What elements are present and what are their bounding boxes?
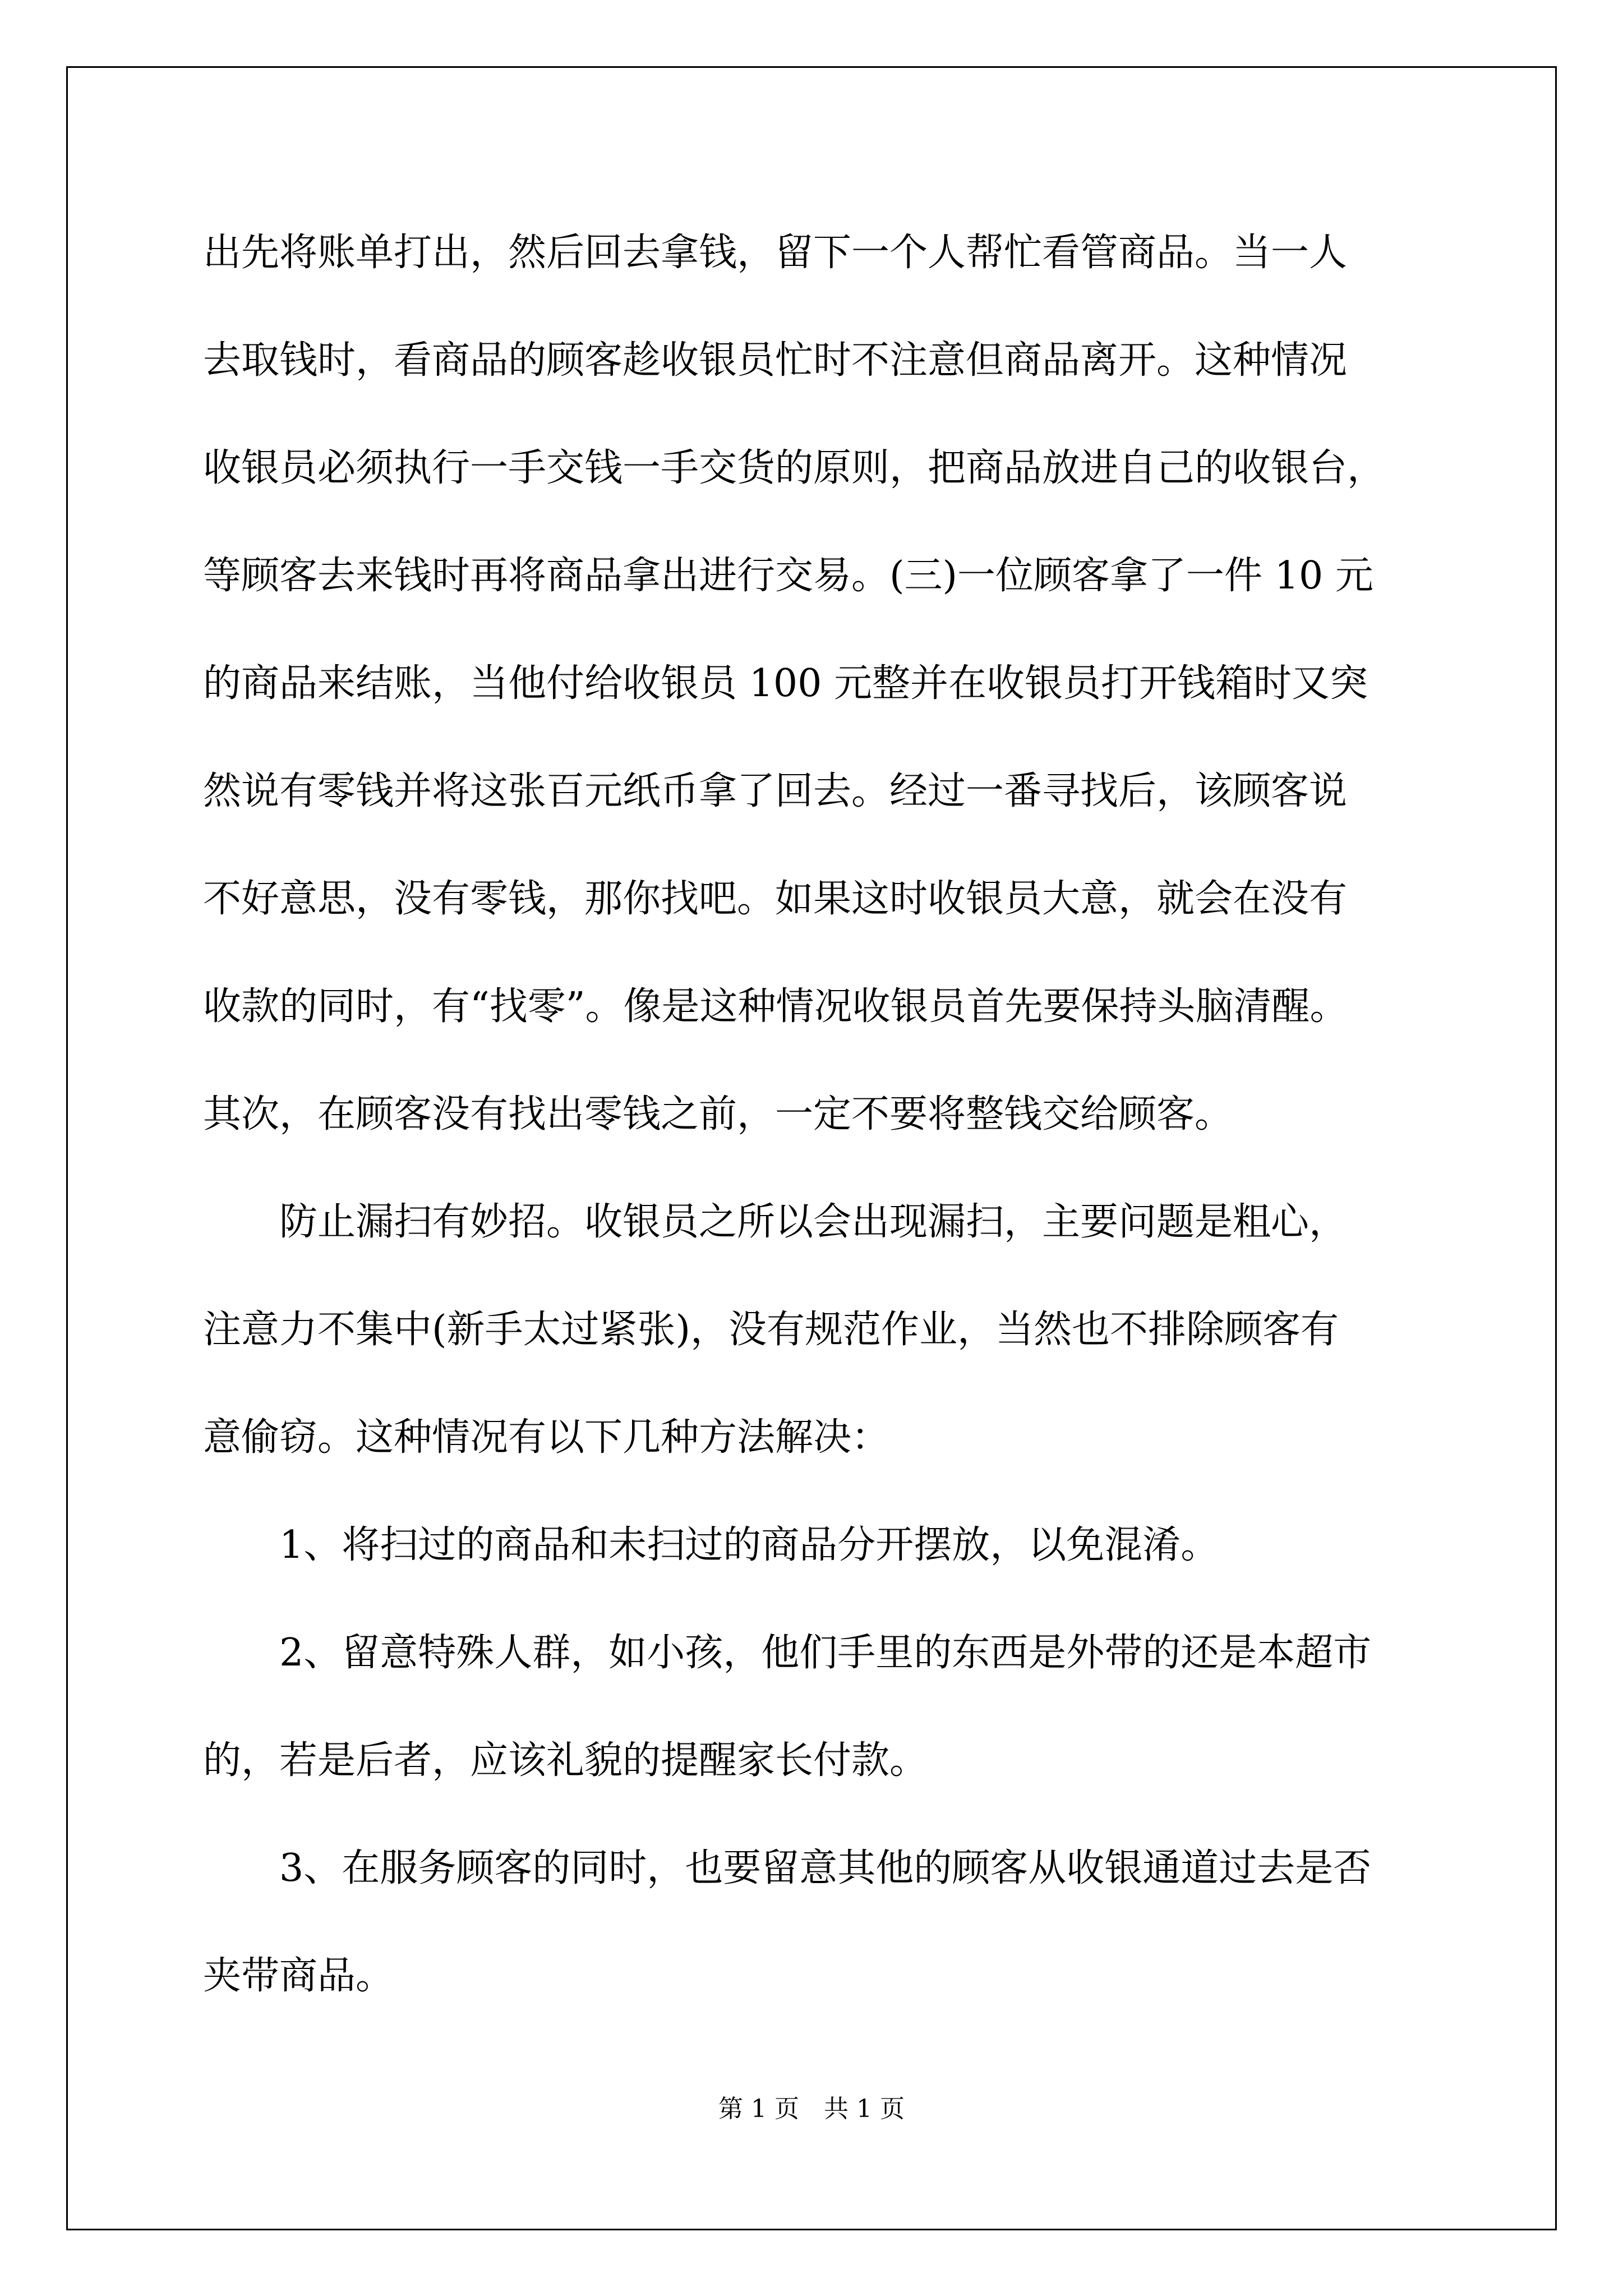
text-line: 1、将扫过的商品和未扫过的商品分开摆放，以免混淆。 (203, 1523, 1219, 1567)
text-line: 出先将账单打出，然后回去拿钱，留下一个人帮忙看管商品。当一人 (203, 231, 1348, 275)
text-line: 的，若是后者，应该礼貌的提醒家长付款。 (203, 1738, 928, 1783)
text-line: 去取钱时，看商品的顾客趁收银员忙时不注意但商品离开。这种情况 (203, 338, 1348, 383)
text-line: 然说有零钱并将这张百元纸币拿了回去。经过一番寻找后，该顾客说 (203, 769, 1348, 813)
text-line: 其次，在顾客没有找出零钱之前，一定不要将整钱交给顾客。 (203, 1092, 1233, 1137)
text-line: 意偷窃。这种情况有以下几种方法解决： (203, 1415, 890, 1460)
text-line: 等顾客去来钱时再将商品拿出进行交易。(三)一位顾客拿了一件 10 元 (203, 554, 1373, 598)
text-line: 不好意思，没有零钱，那你找吧。如果这时收银员大意，就会在没有 (203, 877, 1348, 921)
text-line: 夹带商品。 (203, 1954, 394, 1998)
text-line: 注意力不集中(新手太过紧张)，没有规范作业，当然也不排除顾客有 (203, 1308, 1339, 1352)
body-text (203, 199, 1493, 2030)
text-line: 收款的同时，有“找零”。像是这种情况收银员首先要保持头脑清醒。 (203, 984, 1348, 1029)
text-line: 收银员必须执行一手交钱一手交货的原则，把商品放进自己的收银台， (203, 446, 1386, 490)
text-line: 2、留意特殊人群，如小孩，他们手里的东西是外带的还是本超市 (203, 1631, 1372, 1675)
page-number-footer: 第 1 页 共 1 页 (718, 2095, 905, 2123)
text-line: 3、在服务顾客的同时，也要留意其他的顾客从收银通道过去是否 (203, 1846, 1372, 1890)
text-line: 防止漏扫有妙招。收银员之所以会出现漏扫，主要问题是粗心， (203, 1200, 1348, 1244)
text-line: 的商品来结账，当他付给收银员 100 元整并在收银员打开钱箱时又突 (203, 661, 1368, 706)
